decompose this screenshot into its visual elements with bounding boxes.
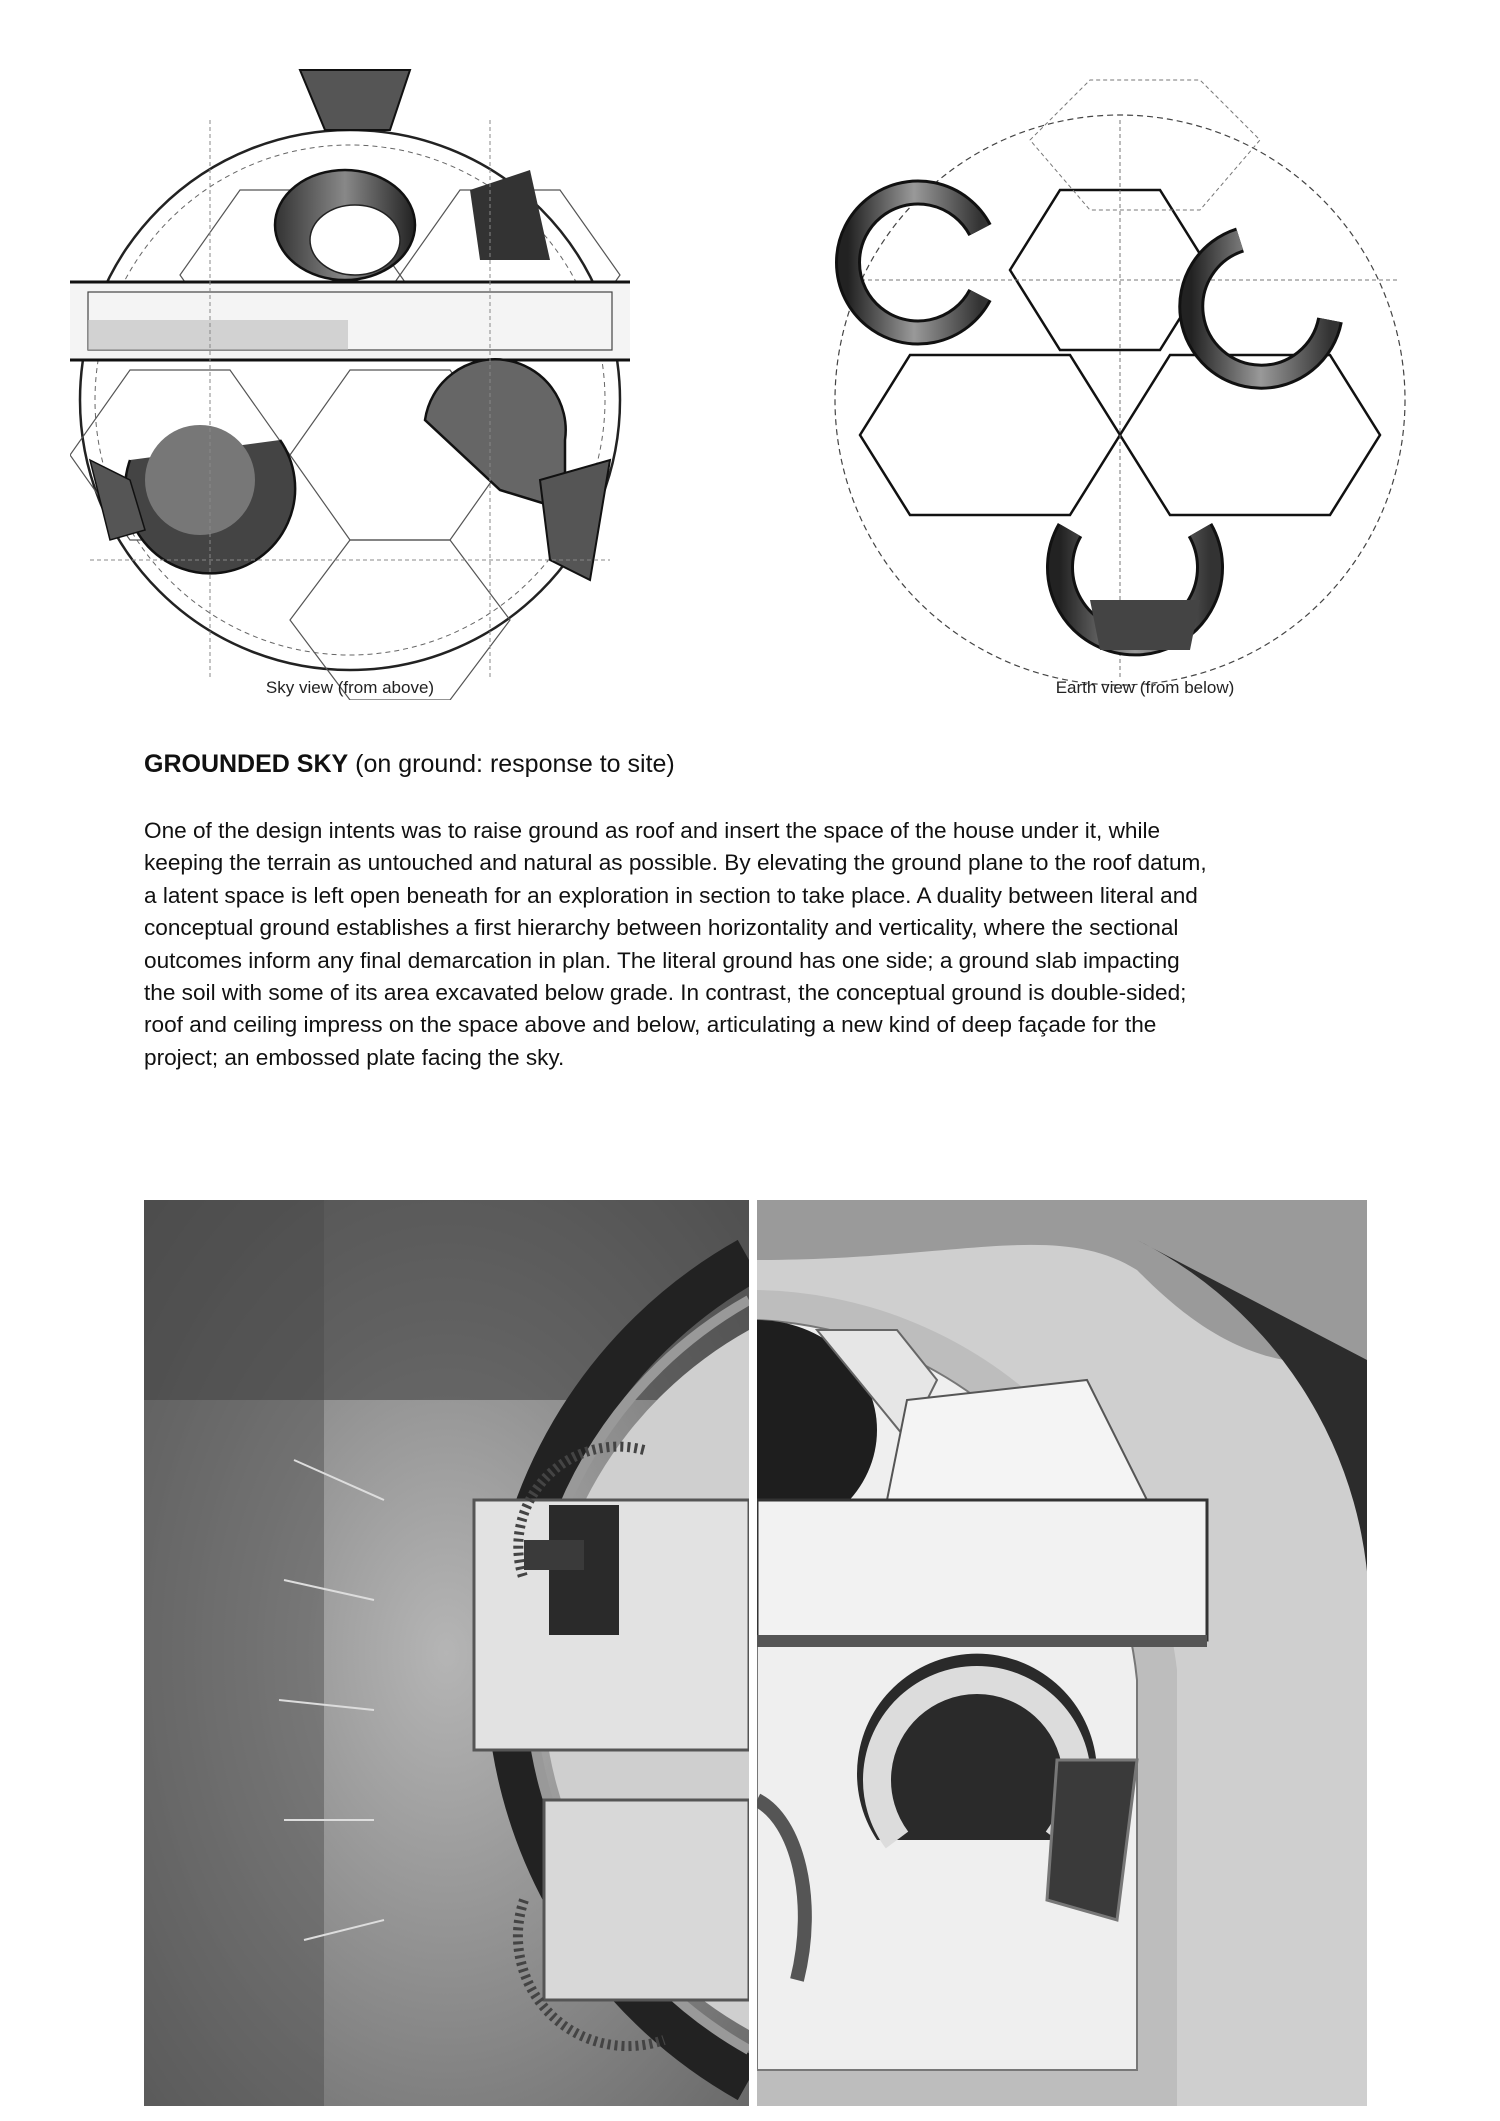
paragraph-line: a latent space is left open beneath for an exploration in section to take place. A duality between literal and (144, 882, 1198, 908)
sky-view-caption: Sky view (from above) (265, 678, 435, 697)
earth-view-drawing (800, 60, 1360, 700)
paragraph-line: outcomes inform any final demarcation in plan. The literal ground has one side; a ground slab impacting (144, 947, 1180, 973)
section-heading-subtitle: (on ground: response to site) (348, 750, 675, 778)
aerial-construction-photo-icon (144, 1200, 749, 2106)
aerial-construction-photo (144, 1200, 749, 2106)
section-paragraph (144, 815, 1374, 1074)
paragraph-line: keeping the terrain as untouched and natural as possible. By elevating the ground plane to the roof datum, (144, 850, 1207, 876)
sky-view-drawing (70, 60, 630, 700)
aerial-completed-roof-photo (757, 1200, 1367, 2106)
paragraph-line: One of the design intents was to raise ground as roof and insert the space of the house under it, while (144, 818, 1161, 843)
earth-view-plan-icon (800, 60, 1440, 700)
aerial-completed-roof-photo-icon (757, 1200, 1367, 2106)
paragraph-line: the soil with some of its area excavated below grade. In contrast, the conceptual ground is double-sided; (144, 980, 1187, 1006)
paragraph-line: roof and ceiling impress on the space above and below, articulating a new kind of deep façade for the (144, 1012, 1157, 1038)
section-heading (144, 750, 675, 779)
section-heading-bold: GROUNDED SKY (144, 750, 349, 778)
earth-view-caption: Earth view (from below) (1055, 678, 1235, 697)
paragraph-line: project; an embossed plate facing the sky. (144, 1044, 565, 1070)
paragraph-line: conceptual ground establishes a first hierarchy between horizontality and verticality, where the sectional (144, 915, 1179, 941)
sky-view-plan-icon (70, 60, 630, 700)
